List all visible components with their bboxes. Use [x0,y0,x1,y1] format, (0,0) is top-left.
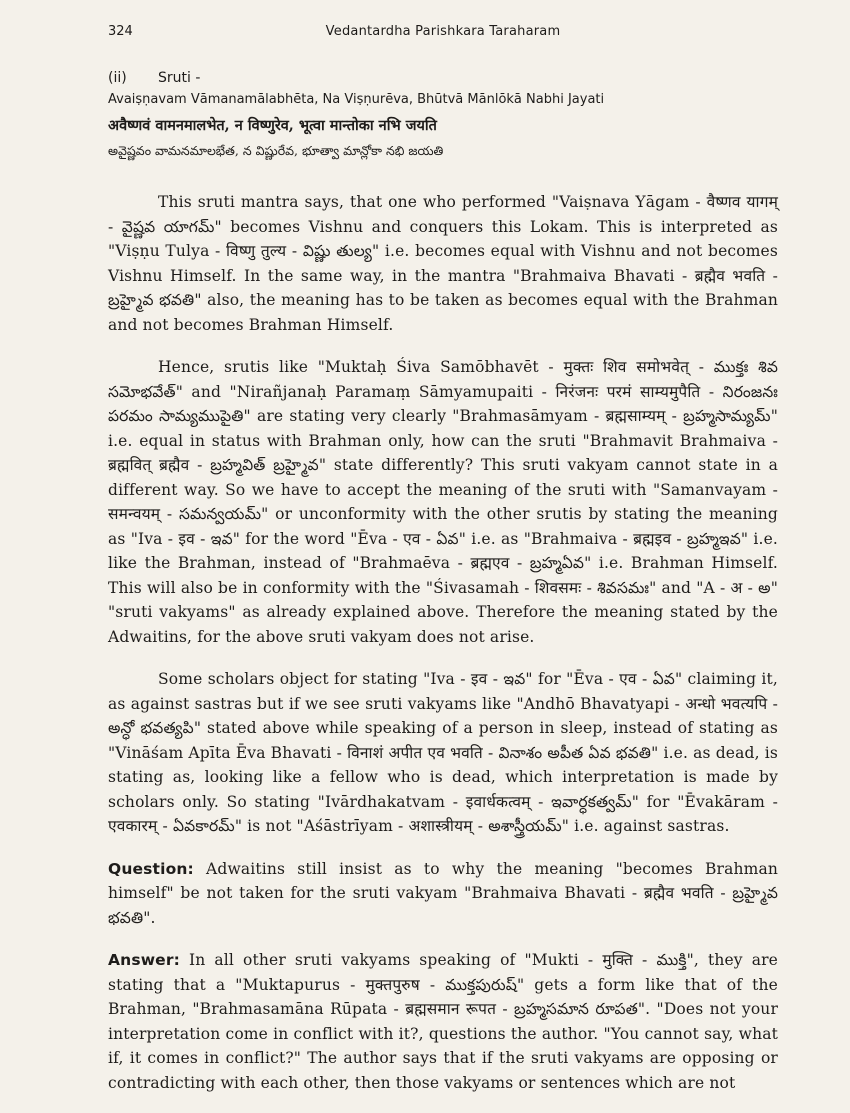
paragraph-2: Hence, srutis like "Muktaḥ Śiva Samōbhavēt - मुक्तः शिव समोभवेत् - ముక్తః శివ సమోభవేత్" and "Nirañjanaḥ Paramaṃ Sāmyamupaiti - निरंजनः परमं साम्यमुपैति - నిరంజనః పరమం సామ్యముపైతి" are stating very clearly "Brahmasāmyam - ब्रह्मसाम्यम् - బ్రహ్మసామ్యమ్" i.e. equal in status with Brahman only, how can the sruti "Brahmavit Brahmaiva - ब्रह्मवित् ब्रह्मैव - బ్రహ్మవిత్ బ్రహ్మైవ" state differently? This sruti vakyam cannot state in a different way. So we have to accept the meaning of the sruti with "Samanvayam - समन्वयम् - సమన్వయమ్" or unconformity with the other srutis by stating the meaning as "Iva - इव - ఇవ" for the word "Ēva - एव - ఏవ" i.e. as "Brahmaiva - ब्रह्मइव - బ్రహ్మఇవ" i.e. like the Brahman, instead of "Brahmaēva - ब्रह्मएव - బ్రహ్మఏవ" i.e. Brahman Himself. This will also be in conformity with the "Śivasamah - शिवसमः - శివసమః" and "A - अ - అ" "sruti vakyams" as already explained above. Therefore the meaning stated by the Adwaitins, for the above sruti vakyam does not arise. [108,358,778,646]
question-text: Adwaitins still insist as to why the meaning "becomes Brahman himself" be not taken for the sruti vakyam "Brahmaiva Bhavati - ब्रह्मैव भवति - బ్రహ్మైవ భవతి". [108,859,778,927]
paragraph-1: This sruti mantra says, that one who performed "Vaiṣnava Yāgam - वैष्णव यागम् - వైష్ణవ యాగమ్" becomes Vishnu and conquers this Lokam. This is interpreted as "Viṣṇu Tulya - विष्णु तुल्य - విష్ణు తుల్య" i.e. becomes equal with Vishnu and not becomes Vishnu Himself. In the same way, in the mantra "Brahmaiva Bhavati - ब्रह्मैव भवति - బ్రహ్మైవ భవతి" also, the meaning has to be taken as becomes equal with the Brahman and not becomes Brahman Himself. [108,193,778,334]
paragraph-3: Some scholars object for stating "Iva - इव - ఇవ" for "Ēva - एव - ఏవ" claiming it, as against sastras but if we see sruti vakyams like "Andhō Bhavatyapi - अन्धो भवत्यपि - అన్ధో భవత్యపి" stated above while speaking of a person in sleep, instead of stating as "Vināśam Apīta Ēva Bhavati - विनाशं अपीत एव भवति - వినాశం అపీత ఏవ భవతి" i.e. as dead, is stating as, looking like a fellow who is dead, which interpretation is made by scholars only. So stating "Ivārdhakatvam - इवार्धकत्वम् - ఇవార్ధకత్వమ్" for "Ēvakāram - एवकारम् - ఏవకారమ్" is not "Aśāstrīyam - अशास्त्रीयम् - అశాస్త్రీయమ్" i.e. against sastras. [108,670,778,835]
page-content [108,70,778,1113]
running-title: Vedantardha Parishkara Taraharam [325,24,561,39]
mantra-transliteration: Avaiṣṇavam Vāmanamālabhēta, Na Viṣṇurēva, Bhūtvā Mānlōkā Nabhi Jayati [108,92,605,107]
question-paragraph [108,857,778,931]
answer-paragraph [108,948,778,1095]
mantra-telugu: అవైష్ణవం వామనమాలభేత, న విష్ణురేవ, భూత్వా మాన్లోకా నభి జయతి [108,143,444,158]
answer-label: Answer: [108,951,180,969]
mantra-devanagari: अवैष्णवं वामनमालभेत, न विष्णुरेव, भूत्वा मान्तोका नभि जयति [108,117,437,134]
section-number: (ii) [108,70,127,86]
section-title: Sruti - [158,70,201,86]
answer-text: In all other sruti vakyams speaking of "Mukti - मुक्ति - ముక్తి", they are stating that a "Muktapurus - मुक्तपुरुष - ముక్తపురుష్" gets a form like that of the Brahman, "Brahmasamāna Rūpata - ब्रह्मसमान रूपत - బ్రహ్మసమాన రూపత". "Does not your interpretation come in conflict with it?, questions the author. "You cannot say, what if, it comes in conflict?" The author says that if the sruti vakyams are opposing or contradicting with each other, then those vakyams or sentences which are not [108,951,778,1092]
page-number: 324 [108,24,133,39]
section-heading [108,70,778,86]
page-header [108,24,778,44]
question-label: Question: [108,859,194,878]
